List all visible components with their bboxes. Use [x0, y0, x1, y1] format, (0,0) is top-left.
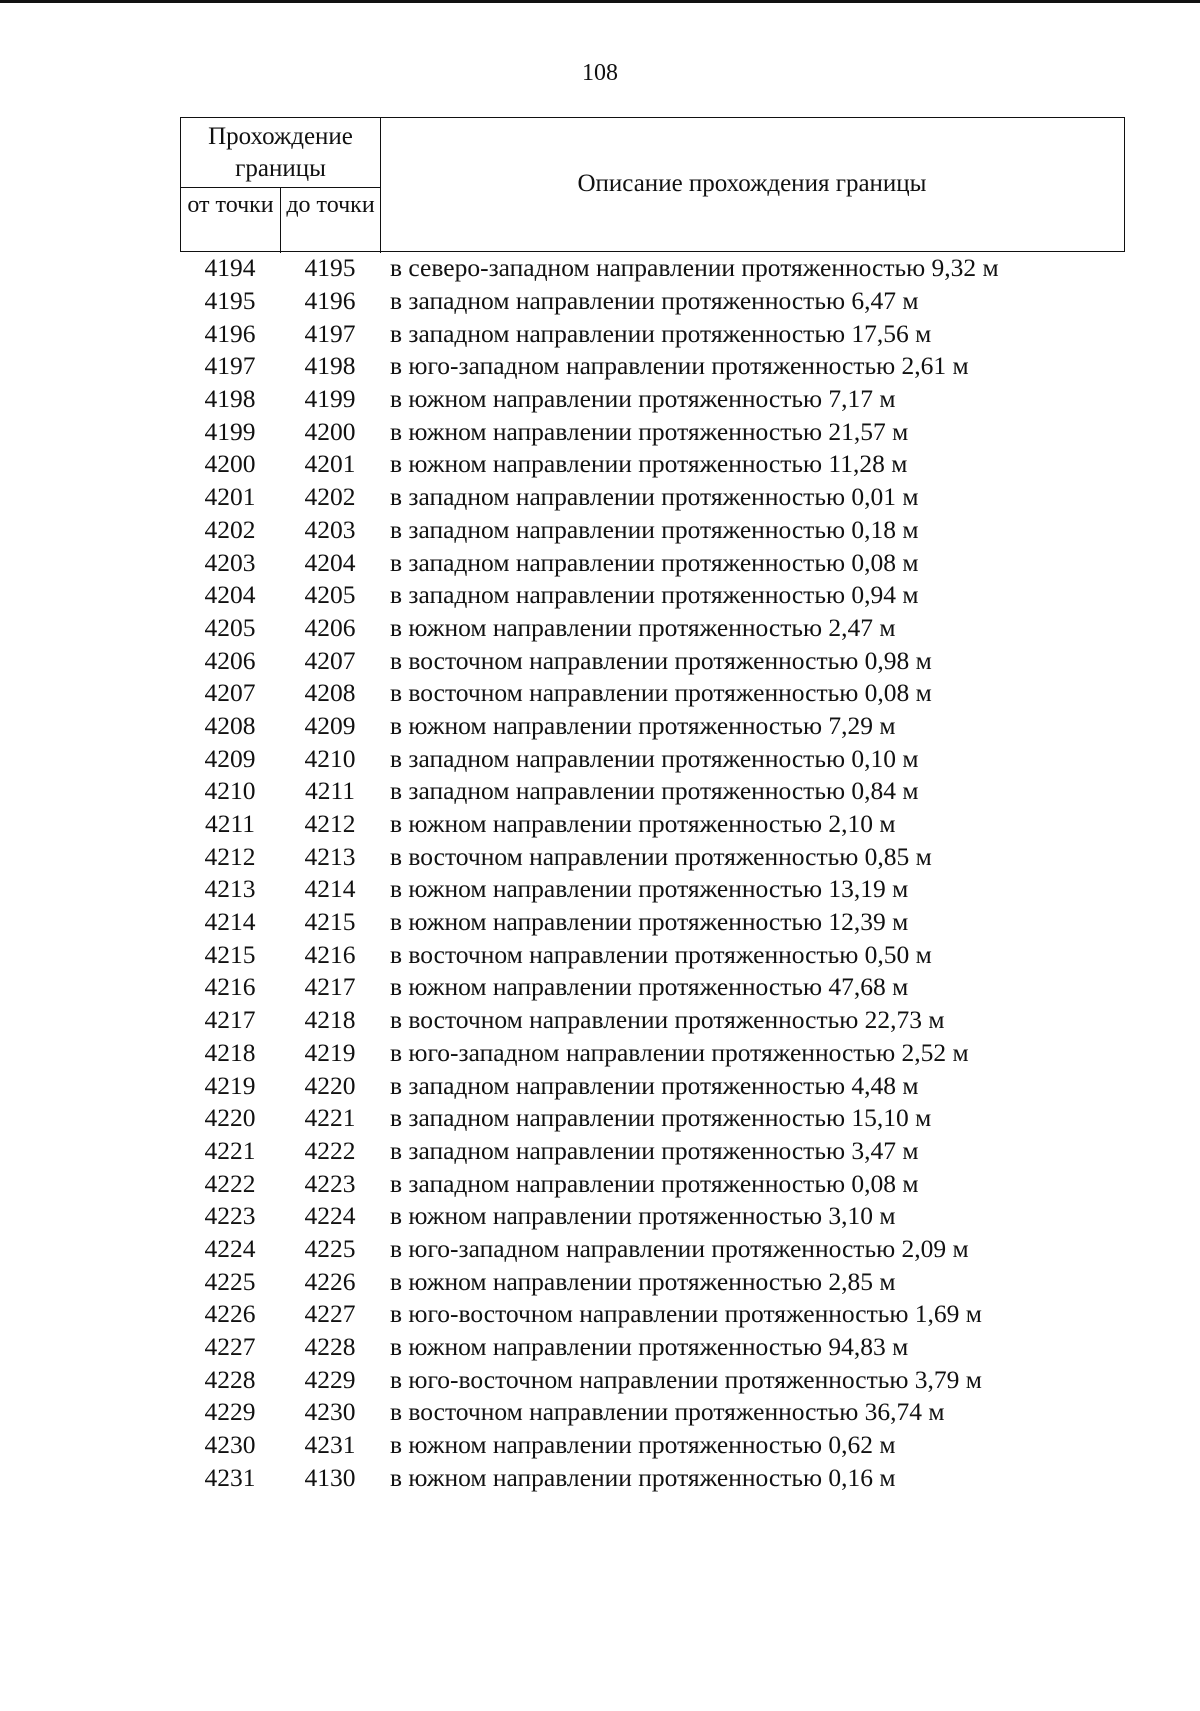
row-from-point: 4197 — [204, 351, 256, 381]
row-from-point: 4230 — [204, 1430, 256, 1460]
row-description: в западном направлении протяженностью 0,94 м — [390, 580, 919, 610]
table-row — [180, 710, 1140, 743]
table-row — [180, 938, 1140, 971]
row-from-point: 4216 — [204, 972, 256, 1002]
row-to-point: 4207 — [304, 645, 356, 675]
row-from-point: 4209 — [204, 743, 256, 773]
table-row — [180, 906, 1140, 939]
row-description: в западном направлении протяженностью 3,47 м — [390, 1135, 919, 1165]
table-row — [180, 481, 1140, 514]
row-to-point: 4210 — [304, 743, 356, 773]
table-row — [180, 1102, 1140, 1135]
table-row — [180, 285, 1140, 318]
row-to-point: 4221 — [304, 1103, 356, 1133]
table-row — [180, 644, 1140, 677]
row-to-point: 4211 — [304, 776, 356, 806]
row-description: в южном направлении протяженностью 7,17 м — [390, 384, 896, 414]
row-from-point: 4214 — [204, 907, 256, 937]
table-row — [180, 546, 1140, 579]
page-number: 108 — [582, 60, 618, 86]
row-description: в южном направлении протяженностью 2,10 м — [390, 809, 896, 839]
table-row — [180, 1396, 1140, 1429]
row-to-point: 4206 — [304, 612, 356, 642]
row-from-point: 4210 — [204, 776, 256, 806]
row-description: в южном направлении протяженностью 3,10 м — [390, 1201, 896, 1231]
row-description: в восточном направлении протяженностью 36,74 м — [390, 1397, 945, 1427]
table-row — [180, 1265, 1140, 1298]
row-to-point: 4219 — [304, 1037, 356, 1067]
table-row — [180, 808, 1140, 841]
page-top-border — [0, 0, 1200, 3]
table-row — [180, 1167, 1140, 1200]
table-row — [180, 1233, 1140, 1266]
row-to-point: 4229 — [304, 1364, 356, 1394]
row-to-point: 4196 — [304, 286, 356, 316]
row-to-point: 4225 — [304, 1233, 356, 1263]
row-to-point: 4224 — [304, 1201, 356, 1231]
row-from-point: 4221 — [204, 1135, 256, 1165]
row-to-point: 4217 — [304, 972, 356, 1002]
row-from-point: 4196 — [204, 318, 256, 348]
row-description: в южном направлении протяженностью 2,47 м — [390, 612, 896, 642]
table-row — [180, 514, 1140, 547]
row-to-point: 4204 — [304, 547, 356, 577]
row-from-point: 4206 — [204, 645, 256, 675]
row-to-point: 4209 — [304, 710, 356, 740]
table-row — [180, 1331, 1140, 1364]
row-description: в южном направлении протяженностью 13,19 м — [390, 874, 909, 904]
row-description: в восточном направлении протяженностью 22,73 м — [390, 1005, 945, 1035]
table-row — [180, 1037, 1140, 1070]
row-from-point: 4208 — [204, 710, 256, 740]
table-row — [180, 775, 1140, 808]
table-row — [180, 1135, 1140, 1168]
row-to-point: 4213 — [304, 841, 356, 871]
row-from-point: 4215 — [204, 939, 256, 969]
row-to-point: 4199 — [304, 384, 356, 414]
row-from-point: 4222 — [204, 1168, 256, 1198]
row-description: в южном направлении протяженностью 94,83 м — [390, 1332, 909, 1362]
row-to-point: 4227 — [304, 1299, 356, 1329]
row-description: в южном направлении протяженностью 47,68 м — [390, 972, 909, 1002]
row-description: в северо-западном направлении протяженностью 9,32 м — [390, 253, 999, 283]
row-from-point: 4205 — [204, 612, 256, 642]
row-from-point: 4199 — [204, 416, 256, 446]
row-description: в юго-восточном направлении протяженностью 3,79 м — [390, 1364, 982, 1394]
table-row — [180, 579, 1140, 612]
row-to-point: 4218 — [304, 1005, 356, 1035]
row-description: в юго-западном направлении протяженностью 2,61 м — [390, 351, 969, 381]
row-to-point: 4197 — [304, 318, 356, 348]
row-description: в южном направлении протяженностью 7,29 м — [390, 710, 896, 740]
table-row — [180, 317, 1140, 350]
row-description: в восточном направлении протяженностью 0,98 м — [390, 645, 932, 675]
row-description: в западном направлении протяженностью 0,84 м — [390, 776, 919, 806]
header-description: Описание прохождения границы — [577, 170, 927, 197]
row-from-point: 4231 — [204, 1462, 256, 1492]
row-from-point: 4213 — [204, 874, 256, 904]
table-row — [180, 840, 1140, 873]
table-header — [180, 117, 1125, 252]
table-row — [180, 1461, 1140, 1494]
table-row — [180, 1004, 1140, 1037]
header-to-point: до точки — [281, 188, 381, 253]
row-description: в восточном направлении протяженностью 0,50 м — [390, 939, 932, 969]
row-description: в западном направлении протяженностью 0,18 м — [390, 514, 919, 544]
table-row — [180, 415, 1140, 448]
row-description: в южном направлении протяженностью 2,85 м — [390, 1266, 896, 1296]
row-description: в западном направлении протяженностью 0,08 м — [390, 547, 919, 577]
row-to-point: 4202 — [304, 482, 356, 512]
row-to-point: 4201 — [304, 449, 356, 479]
row-to-point: 4208 — [304, 678, 356, 708]
row-from-point: 4198 — [204, 384, 256, 414]
row-to-point: 4230 — [304, 1397, 356, 1427]
row-description: в западном направлении протяженностью 17,56 м — [390, 318, 932, 348]
row-from-point: 4219 — [204, 1070, 256, 1100]
header-group-title: Прохождение границы — [181, 118, 381, 188]
header-from-point: от точки — [181, 188, 281, 253]
row-to-point: 4216 — [304, 939, 356, 969]
table-row — [180, 873, 1140, 906]
row-from-point: 4218 — [204, 1037, 256, 1067]
row-description: в западном направлении протяженностью 0,08 м — [390, 1168, 919, 1198]
row-to-point: 4231 — [304, 1430, 356, 1460]
table-row — [180, 1363, 1140, 1396]
row-to-point: 4203 — [304, 514, 356, 544]
row-from-point: 4203 — [204, 547, 256, 577]
table-row — [180, 1429, 1140, 1462]
row-from-point: 4227 — [204, 1332, 256, 1362]
table-row — [180, 383, 1140, 416]
row-from-point: 4228 — [204, 1364, 256, 1394]
row-from-point: 4201 — [204, 482, 256, 512]
row-to-point: 4130 — [304, 1462, 356, 1492]
row-to-point: 4222 — [304, 1135, 356, 1165]
row-description: в южном направлении протяженностью 0,16 м — [390, 1462, 896, 1492]
table-body — [180, 252, 1140, 1494]
row-to-point: 4212 — [304, 809, 356, 839]
row-from-point: 4217 — [204, 1005, 256, 1035]
row-from-point: 4212 — [204, 841, 256, 871]
row-to-point: 4226 — [304, 1266, 356, 1296]
row-to-point: 4200 — [304, 416, 356, 446]
table-row — [180, 252, 1140, 285]
row-description: в юго-западном направлении протяженностью 2,09 м — [390, 1233, 969, 1263]
row-from-point: 4202 — [204, 514, 256, 544]
row-from-point: 4211 — [204, 809, 256, 839]
table-row — [180, 448, 1140, 481]
row-description: в западном направлении протяженностью 0,01 м — [390, 482, 919, 512]
row-to-point: 4220 — [304, 1070, 356, 1100]
table-row — [180, 350, 1140, 383]
row-from-point: 4194 — [204, 253, 256, 283]
row-from-point: 4226 — [204, 1299, 256, 1329]
row-description: в западном направлении протяженностью 4,48 м — [390, 1070, 919, 1100]
row-to-point: 4195 — [304, 253, 356, 283]
row-from-point: 4225 — [204, 1266, 256, 1296]
row-from-point: 4204 — [204, 580, 256, 610]
row-description: в западном направлении протяженностью 6,47 м — [390, 286, 919, 316]
row-description: в южном направлении протяженностью 0,62 м — [390, 1430, 896, 1460]
row-to-point: 4205 — [304, 580, 356, 610]
row-description: в юго-восточном направлении протяженностью 1,69 м — [390, 1299, 982, 1329]
row-from-point: 4224 — [204, 1233, 256, 1263]
row-to-point: 4223 — [304, 1168, 356, 1198]
table-row — [180, 1298, 1140, 1331]
table-row — [180, 1200, 1140, 1233]
row-from-point: 4207 — [204, 678, 256, 708]
table-row — [180, 971, 1140, 1004]
row-to-point: 4198 — [304, 351, 356, 381]
row-to-point: 4214 — [304, 874, 356, 904]
table-row — [180, 1069, 1140, 1102]
row-from-point: 4220 — [204, 1103, 256, 1133]
row-from-point: 4195 — [204, 286, 256, 316]
row-to-point: 4228 — [304, 1332, 356, 1362]
row-from-point: 4200 — [204, 449, 256, 479]
row-description: в юго-западном направлении протяженностью 2,52 м — [390, 1037, 969, 1067]
row-description: в восточном направлении протяженностью 0,85 м — [390, 841, 932, 871]
row-description: в восточном направлении протяженностью 0,08 м — [390, 678, 932, 708]
row-description: в южном направлении протяженностью 11,28 м — [390, 449, 908, 479]
row-to-point: 4215 — [304, 907, 356, 937]
row-description: в западном направлении протяженностью 15,10 м — [390, 1103, 932, 1133]
row-description: в южном направлении протяженностью 21,57 м — [390, 416, 909, 446]
row-from-point: 4223 — [204, 1201, 256, 1231]
table-row — [180, 677, 1140, 710]
row-from-point: 4229 — [204, 1397, 256, 1427]
row-description: в западном направлении протяженностью 0,10 м — [390, 743, 919, 773]
table-row — [180, 612, 1140, 645]
table-row — [180, 742, 1140, 775]
row-description: в южном направлении протяженностью 12,39 м — [390, 907, 909, 937]
